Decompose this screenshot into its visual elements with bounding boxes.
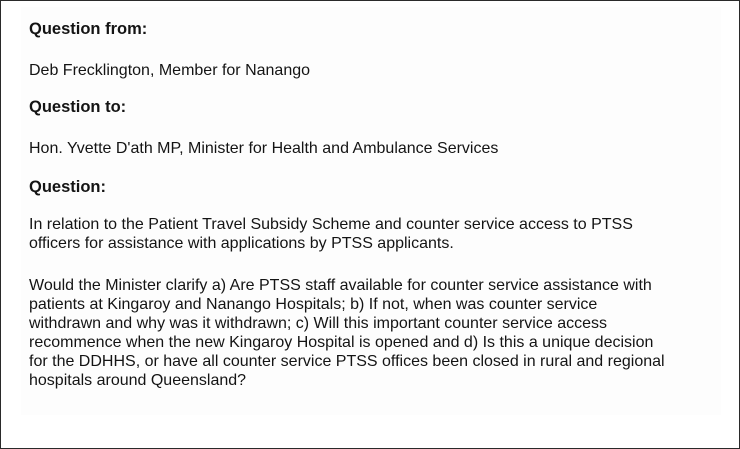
question-paragraph-2	[29, 276, 719, 390]
paragraph-line: patients at Kingaroy and Nanango Hospitals; b) If not, when was counter service	[29, 296, 598, 313]
paragraph-line: Would the Minister clarify a) Are PTSS staff available for counter service assistance with	[29, 277, 652, 294]
question-paragraph-1	[29, 215, 719, 253]
question-from-heading: Question from:	[29, 20, 148, 38]
question-heading: Question:	[29, 178, 106, 196]
paragraph-line: In relation to the Patient Travel Subsidy Scheme and counter service access to PTSS	[29, 216, 633, 233]
paragraph-line: officers for assistance with applications by PTSS applicants.	[29, 235, 454, 252]
paragraph-line: withdrawn and why was it withdrawn; c) Will this important counter service access	[29, 315, 607, 332]
paragraph-line: hospitals around Queensland?	[29, 372, 247, 389]
paragraph-line: recommence when the new Kingaroy Hospital is opened and d) Is this a unique decision	[29, 334, 654, 351]
question-to-heading: Question to:	[29, 98, 127, 116]
question-from-value: Deb Frecklington, Member for Nanango	[29, 62, 311, 79]
question-to-value: Hon. Yvette D'ath MP, Minister for Health and Ambulance Services	[29, 140, 499, 157]
paragraph-line: for the DDHHS, or have all counter service PTSS offices been closed in rural and regional	[29, 353, 665, 370]
